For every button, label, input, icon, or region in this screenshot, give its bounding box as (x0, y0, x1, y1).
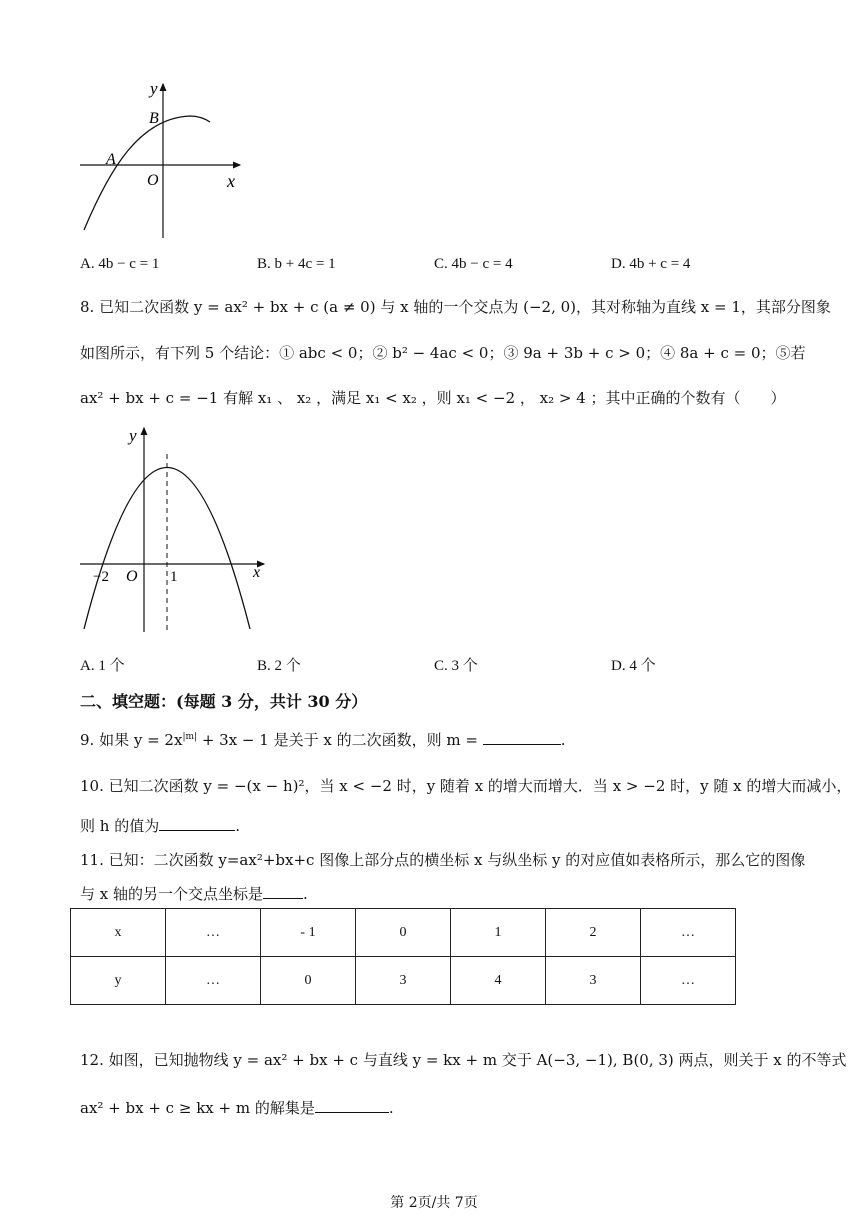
q7-graph (70, 78, 250, 248)
q10-end: . (235, 817, 240, 835)
table-cell: … (641, 909, 736, 957)
q8-label-one: 1 (170, 569, 178, 585)
table-row (71, 909, 736, 957)
table-cell: … (641, 957, 736, 1005)
q9-end: . (560, 731, 566, 749)
q7-label-b: B (149, 110, 159, 127)
q8-option-b: B. 2 个 (257, 658, 301, 674)
q12-end: . (388, 1099, 394, 1117)
section-2-heading: 二、填空题：(每题 3 分，共计 30 分） (80, 692, 368, 711)
q8-label-neg2: −2 (93, 569, 109, 585)
q8-option-a: A. 1 个 (80, 658, 125, 674)
q11-line-1: 11. 已知：二次函数 y=ax²+bx+c 图像上部分点的横坐标 x 与纵坐标 y 的对应值如表格所示，那么它的图像 (80, 851, 806, 869)
table-cell: … (166, 909, 261, 957)
q11-line-2 (80, 883, 308, 904)
q8-option-d: D. 4 个 (611, 658, 656, 674)
table-row (71, 957, 736, 1005)
q7-label-y: y (150, 79, 158, 98)
q9-answer-blank[interactable] (483, 730, 561, 745)
q7-label-a: A (106, 151, 116, 168)
q12-answer-blank[interactable] (315, 1098, 389, 1113)
q7-option-b: B. b + 4c = 1 (257, 256, 336, 272)
q8-label-x: x (253, 564, 261, 581)
q11-text: 与 x 轴的另一个交点坐标是 (80, 885, 263, 903)
table-cell: … (166, 957, 261, 1005)
table-cell: 3 (546, 957, 641, 1005)
table-cell: 3 (356, 957, 451, 1005)
q9-line (80, 729, 565, 750)
q10-text: 则 h 的值为 (80, 817, 160, 835)
q11-answer-blank[interactable] (263, 884, 303, 899)
q11-end: . (303, 885, 308, 903)
q8-line-2: 如图所示，有下列 5 个结论：① abc < 0；② b² − 4ac < 0；③ 9a + 3b + c > 0；④ 8a + c = 0；⑤若 (80, 344, 806, 362)
table-cell: y (71, 957, 166, 1005)
q9-exponent: |m| (182, 732, 198, 742)
table-cell: 0 (261, 957, 356, 1005)
q7-label-o: O (147, 172, 159, 189)
table-cell: - 1 (261, 909, 356, 957)
q10-line-2 (80, 815, 240, 836)
q11-value-table (70, 908, 736, 1005)
q12-line-2 (80, 1097, 394, 1118)
q10-answer-blank[interactable] (159, 816, 235, 831)
table-cell: 4 (451, 957, 546, 1005)
q9-text-before: 9. 如果 y = 2x (80, 731, 183, 749)
table-cell: 1 (451, 909, 546, 957)
q8-label-o: O (126, 568, 138, 585)
q7-option-d: D. 4b + c = 4 (611, 256, 691, 272)
q8-option-c: C. 3 个 (434, 658, 478, 674)
table-cell: 0 (356, 909, 451, 957)
q8-graph (72, 424, 272, 639)
q9-text-after: + 3x − 1 是关于 x 的二次函数，则 m = (197, 731, 478, 749)
q7-option-a: A. 4b − c = 1 (80, 256, 160, 272)
q8-label-y: y (129, 426, 137, 445)
page-footer: 第 2页/共 7页 (390, 1195, 478, 1211)
table-cell: 2 (546, 909, 641, 957)
q7-option-c: C. 4b − c = 4 (434, 256, 513, 272)
q7-label-x: x (227, 171, 235, 191)
q12-text: ax² + bx + c ≥ kx + m 的解集是 (80, 1099, 315, 1117)
q10-line-1: 10. 已知二次函数 y = −(x − h)²，当 x < −2 时，y 随着 x 的增大而增大．当 x > −2 时，y 随 x 的增大而减小， (80, 777, 852, 795)
q8-line-3: ax² + bx + c = −1 有解 x₁ 、 x₂ ，满足 x₁ < x₂ ，则 x₁ < −2 ， x₂ > 4 ；其中正确的个数有（ ） (80, 389, 786, 407)
q12-line-1: 12. 如图，已知抛物线 y = ax² + bx + c 与直线 y = kx + m 交于 A(−3, −1), B(0, 3) 两点，则关于 x 的不等式 (80, 1051, 847, 1069)
q8-line-1: 8. 已知二次函数 y = ax² + bx + c (a ≠ 0) 与 x 轴的一个交点为 (−2, 0)，其对称轴为直线 x = 1，其部分图象 (80, 298, 831, 316)
table-cell: x (71, 909, 166, 957)
